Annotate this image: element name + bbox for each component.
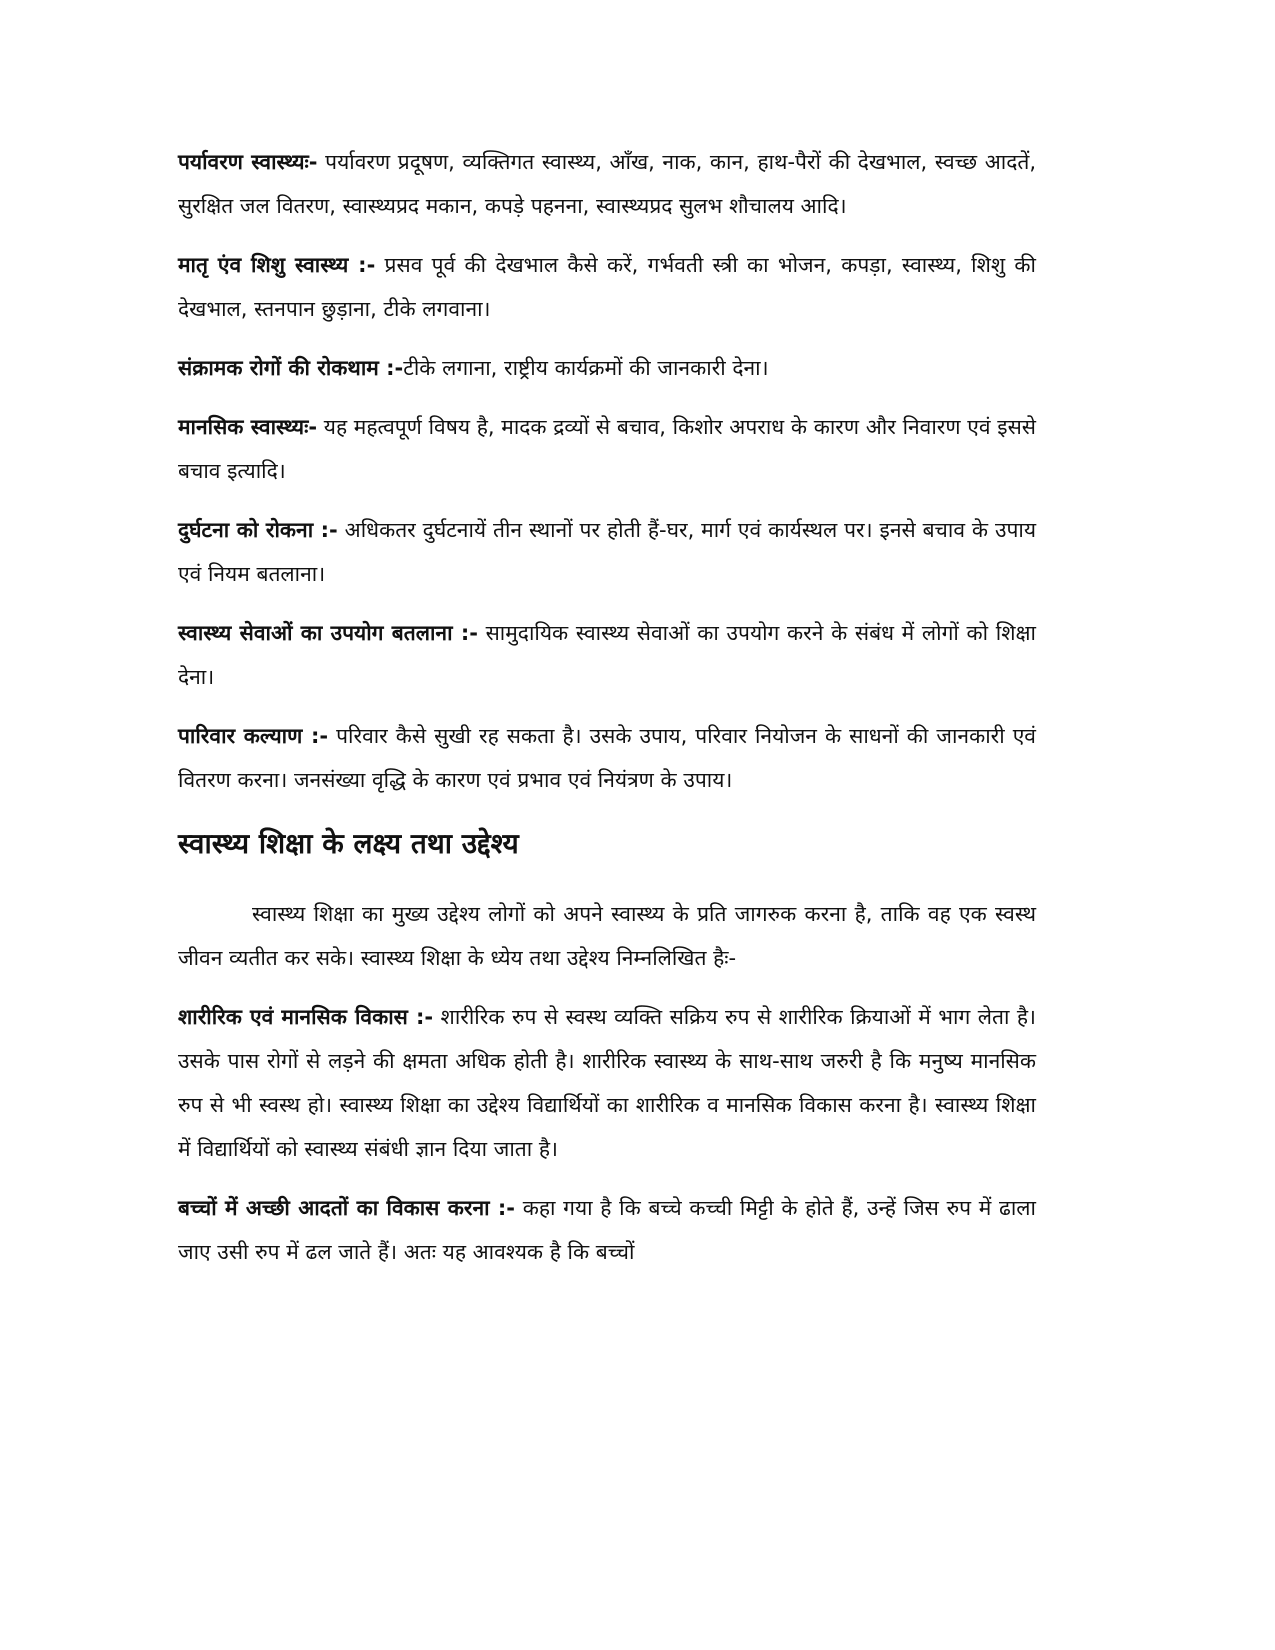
paragraph-maternal-child-health	[178, 243, 1036, 331]
intro-paragraph: स्वास्थ्य शिक्षा का मुख्य उद्देश्य लोगों को अपने स्वास्थ्य के प्रति जागरुक करना है, ताकि वह एक स्वस्थ जीवन व्यतीत कर सके। स्वास्थ्य शिक्षा के ध्येय तथा उद्देश्य निम्नलिखित हैः-	[178, 902, 1036, 970]
paragraph-family-welfare	[178, 714, 1036, 802]
paragraph-accident-prevention	[178, 508, 1036, 596]
paragraph-text: टीके लगाना, राष्ट्रीय कार्यक्रमों की जानकारी देना।	[403, 356, 769, 380]
paragraph-text: सामुदायिक स्वास्थ्य सेवाओं का उपयोग करने के संबंध में लोगों को शिक्षा देना।	[178, 621, 1036, 689]
term-label: मानसिक स्वास्थ्यः-	[178, 415, 318, 439]
paragraph-mental-health	[178, 405, 1036, 493]
paragraph-text: यह महत्वपूर्ण विषय है, मादक द्रव्यों से बचाव, किशोर अपराध के कारण और निवारण एवं इससे बचाव इत्यादि।	[178, 415, 1036, 483]
paragraph-health-services	[178, 611, 1036, 699]
document-page	[178, 140, 1036, 1289]
term-label: पर्यावरण स्वास्थ्यः-	[178, 150, 318, 174]
term-label: बच्चों में अच्छी आदतों का विकास करना :-	[178, 1196, 515, 1220]
paragraph-physical-mental-development	[178, 995, 1036, 1171]
paragraph-infectious-disease-prevention	[178, 346, 1036, 390]
term-label: शारीरिक एवं मानसिक विकास :-	[178, 1005, 434, 1029]
paragraph-text: पर्यावरण प्रदूषण, व्यक्तिगत स्वास्थ्य, आँख, नाक, कान, हाथ-पैरों की देखभाल, स्वच्छ आदतें, सुरक्षित जल वितरण, स्वास्थ्यप्रद मकान, कपड़े पहनना, स्वास्थ्यप्रद सुलभ शौचालय आदि।	[178, 150, 1036, 218]
paragraph-text: कहा गया है कि बच्चे कच्ची मिट्टी के होते हैं, उन्हें जिस रुप में ढाला जाए उसी रुप में ढल जाते हैं। अतः यह आवश्यक है कि बच्चों	[178, 1196, 1036, 1264]
section-heading: स्वास्थ्य शिक्षा के लक्ष्य तथा उद्देश्य	[178, 827, 519, 860]
paragraph-text: शारीरिक रुप से स्वस्थ व्यक्ति सक्रिय रुप से शारीरिक क्रियाओं में भाग लेता है। उसके पास रोगों से लड़ने की क्षमता अधिक होती है। शारीरिक स्वास्थ्य के साथ-साथ जरुरी है कि मनुष्य मानसिक रुप से भी स्वस्थ हो। स्वास्थ्य शिक्षा का उद्देश्य विद्यार्थियों का शारीरिक व मानसिक विकास करना है। स्वास्थ्य शिक्षा में विद्यार्थियों को स्वास्थ्य संबंधी ज्ञान दिया जाता है।	[178, 1005, 1036, 1161]
paragraph-environmental-health	[178, 140, 1036, 228]
paragraph-text: प्रसव पूर्व की देखभाल कैसे करें, गर्भवती स्त्री का भोजन, कपड़ा, स्वास्थ्य, शिशु की देखभाल, स्तनपान छुड़ाना, टीके लगवाना।	[178, 253, 1036, 321]
paragraph-good-habits	[178, 1186, 1036, 1274]
paragraph-text: परिवार कैसे सुखी रह सकता है। उसके उपाय, परिवार नियोजन के साधनों की जानकारी एवं वितरण करना। जनसंख्या वृद्धि के कारण एवं प्रभाव एवं नियंत्रण के उपाय।	[178, 724, 1036, 792]
paragraph-text: अधिकतर दुर्घटनायें तीन स्थानों पर होती हैं-घर, मार्ग एवं कार्यस्थल पर। इनसे बचाव के उपाय एवं नियम बतलाना।	[178, 518, 1036, 586]
term-label: स्वास्थ्य सेवाओं का उपयोग बतलाना :-	[178, 621, 478, 645]
term-label: संक्रामक रोगों की रोकथाम :-	[178, 356, 404, 380]
term-label: दुर्घटना को रोकना :-	[178, 518, 338, 542]
term-label: पारिवार कल्याण :-	[178, 724, 329, 748]
term-label: मातृ एंव शिशु स्वास्थ्य :-	[178, 253, 376, 277]
